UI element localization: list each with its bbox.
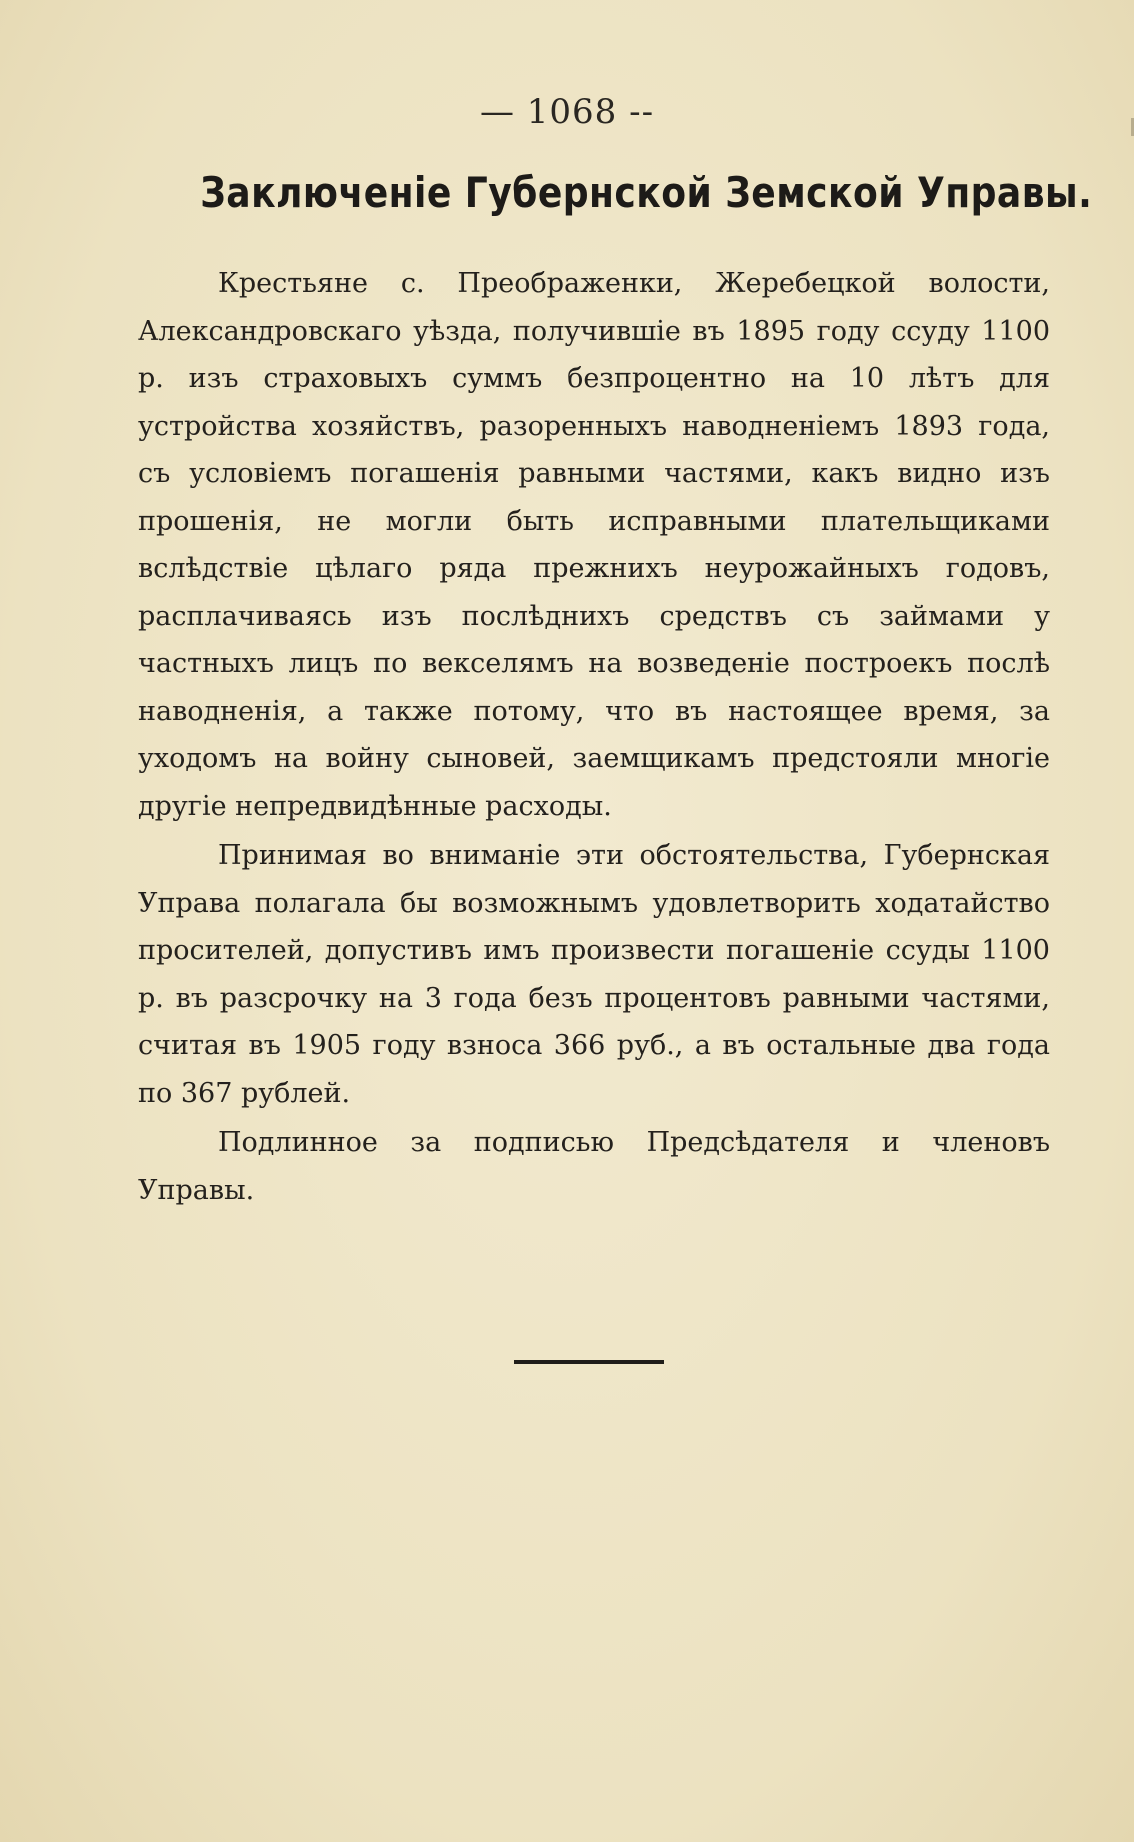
paragraph-3: Подлинное за подписью Предсѣдателя и членовъ Управы. [138, 1127, 1050, 1206]
body-text [138, 260, 1050, 1214]
closing-rule [514, 1360, 664, 1364]
paragraph-1: Крестьяне с. Преображенки, Жеребецкой волости, Александровскаго уѣзда, получившіе въ 1895 году ссуду 1100 р. изъ страховыхъ суммъ безпроцентно на 10 лѣтъ для устройства хозяйствъ, разоренныхъ наводненіемъ 1893 года, съ условіемъ погашенія равными частями, какъ видно изъ прошенія, не могли быть исправными плательщиками вслѣдствіе цѣлаго ряда прежнихъ неурожайныхъ годовъ, расплачиваясь изъ послѣднихъ средствъ съ займами у частныхъ лицъ по векселямъ на возведеніе построекъ послѣ наводненія, а также потому, что въ настоящее время, за уходомъ на войну сыновей, заемщикамъ предстояли многіе другіе непредвидѣнные расходы. [138, 268, 1050, 822]
page-number: — 1068 -- [479, 92, 655, 132]
page-title: Заключеніе Губернской Земской Управы. [200, 168, 1093, 217]
paragraph-2: Принимая во вниманіе эти обстоятельства, Губернская Управа полагала бы возможнымъ удовлетворить ходатайство просителей, допустивъ имъ произвести погашеніе ссуды 1100 р. въ разсрочку на 3 года безъ процентовъ равными частями, считая въ 1905 году взноса 366 руб., а въ остальные два года по 367 рублей. [138, 840, 1050, 1109]
